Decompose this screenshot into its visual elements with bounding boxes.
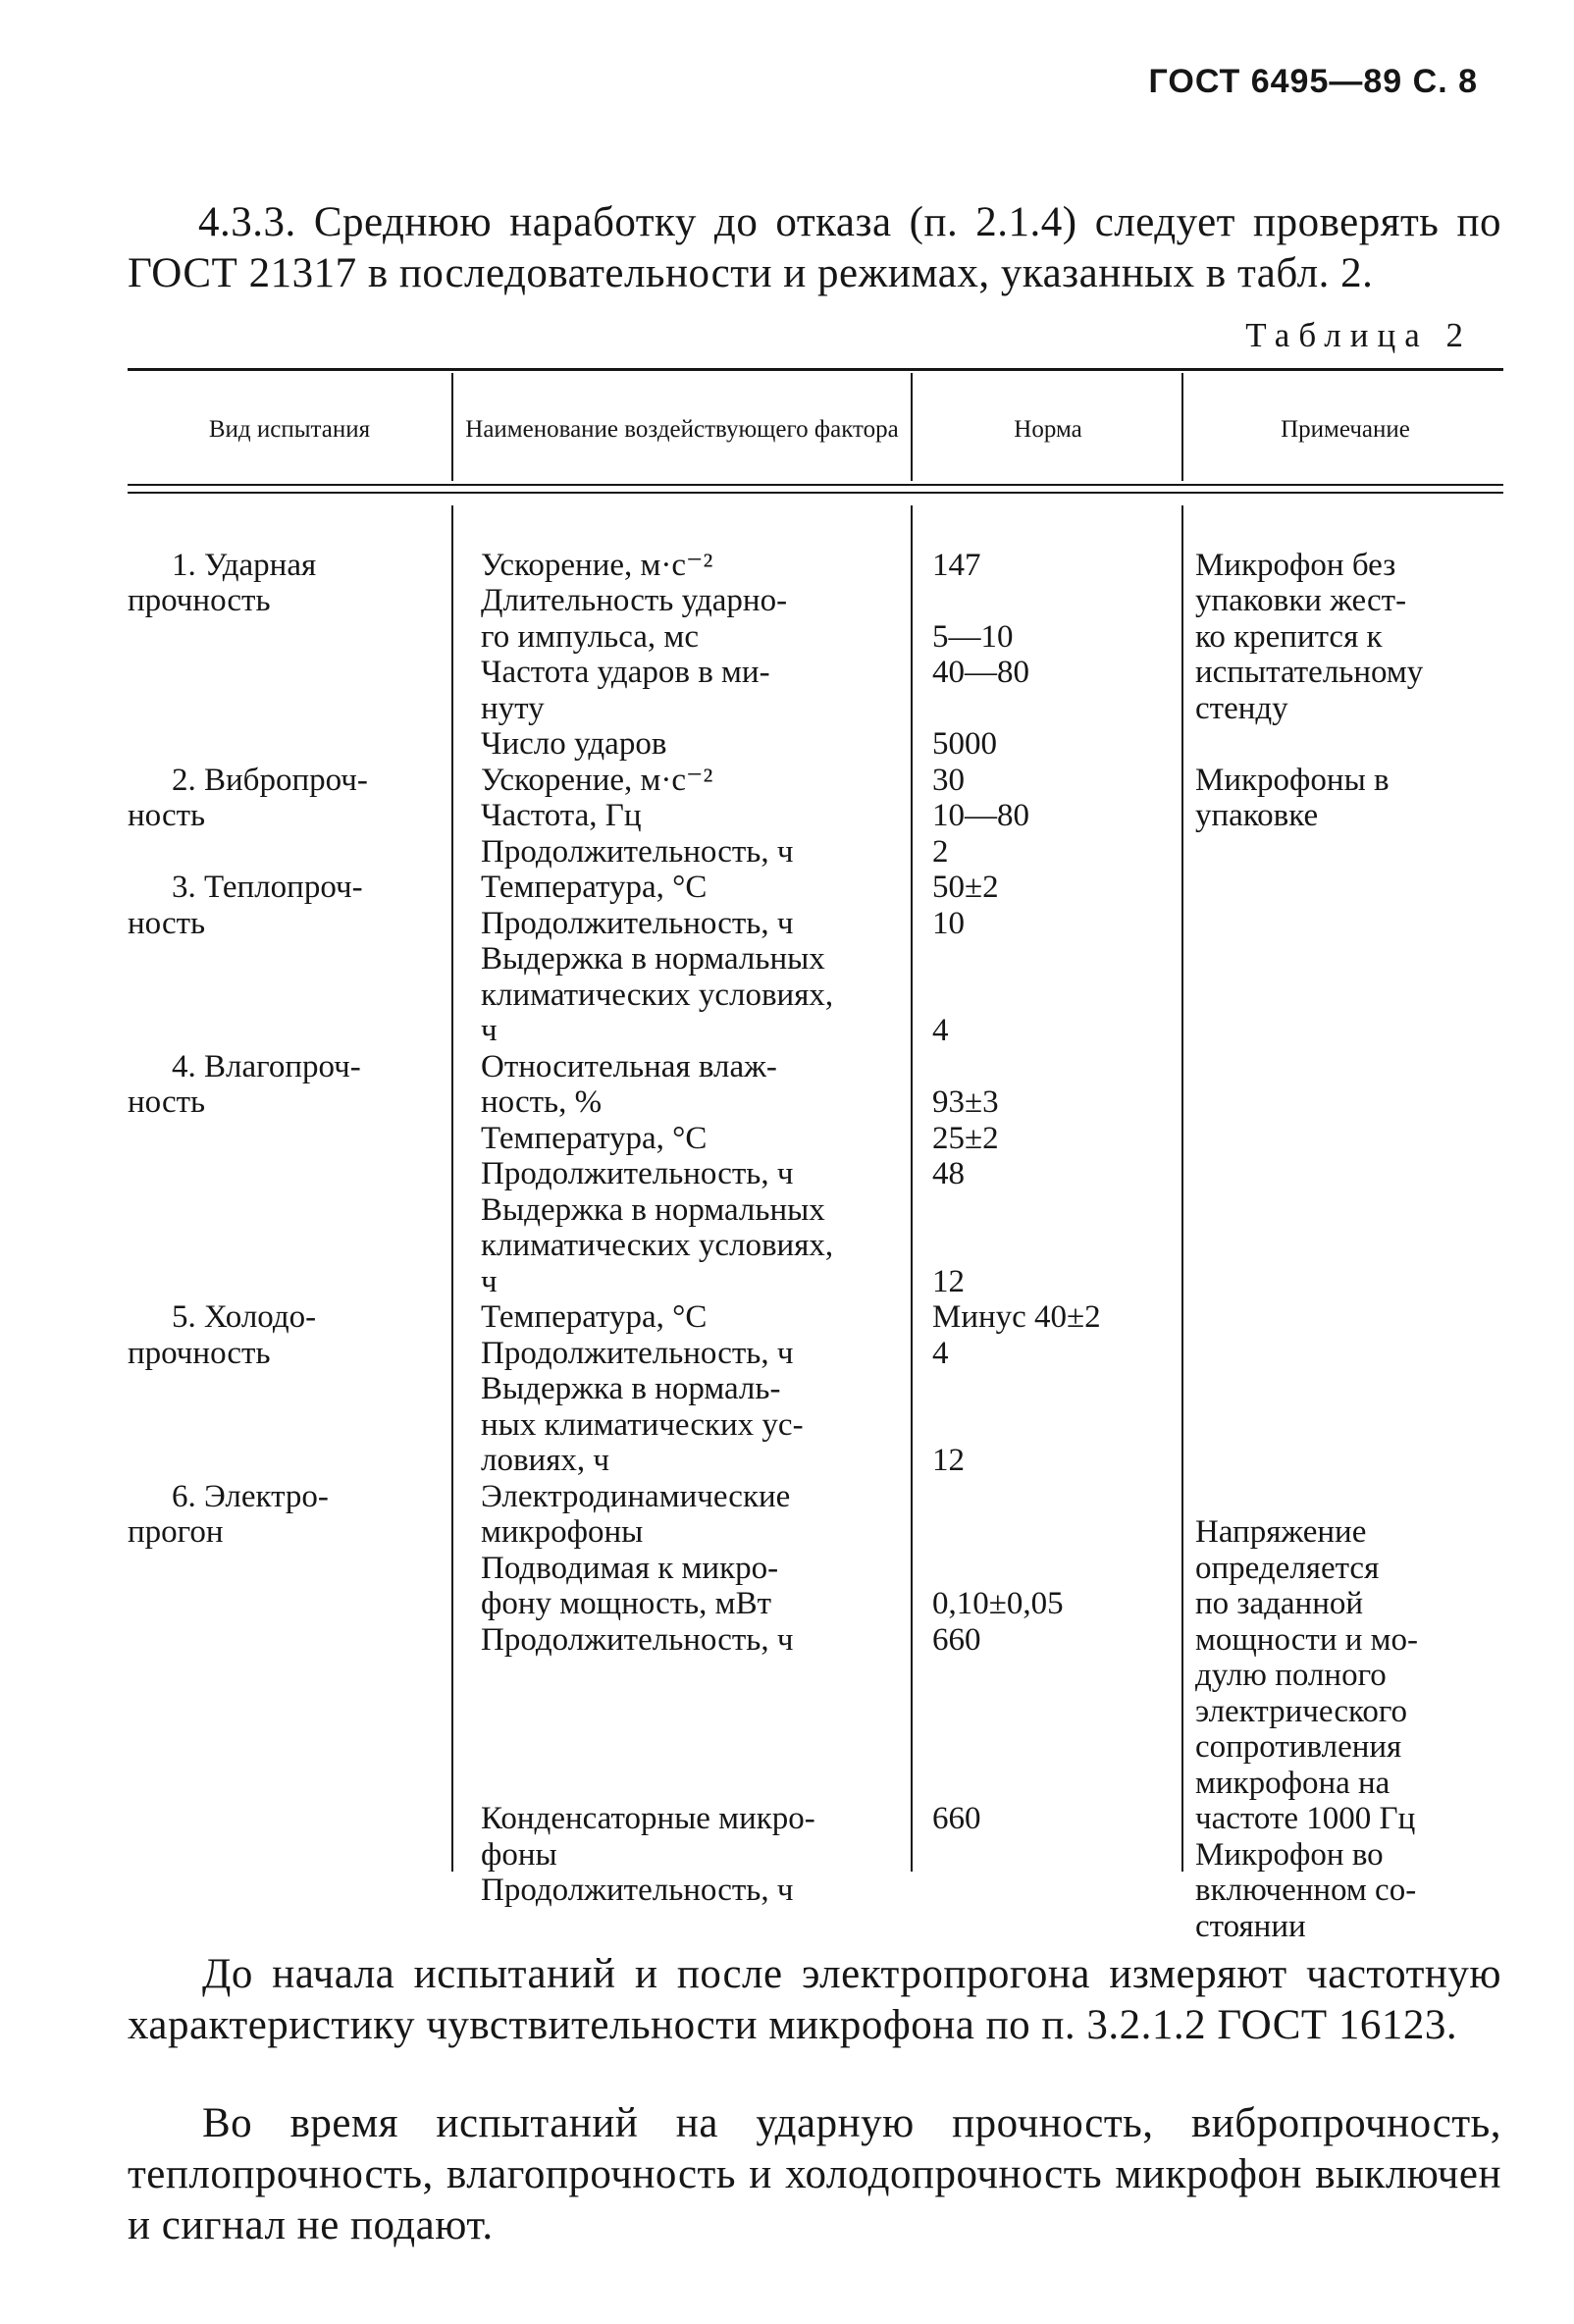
table-cell-line: Частота ударов в ми- <box>481 655 770 690</box>
table-column-factor <box>481 511 901 1909</box>
table-cell-line: 93±3 <box>932 1084 999 1120</box>
table-cell-line: Микрофоны в <box>1195 762 1390 798</box>
table-cell-line <box>128 1228 440 1264</box>
table-cell-line: фону мощность, мВт <box>481 1586 772 1621</box>
table-cell-line: Температура, °С <box>481 1120 708 1156</box>
table-cell-line <box>932 511 1164 548</box>
column-divider <box>911 373 913 481</box>
table-cell-line: Микрофон во <box>1195 1836 1384 1873</box>
table-cell-line: 48 <box>932 1156 965 1191</box>
table-cell-line <box>128 1443 440 1479</box>
table-cell-line <box>932 1729 1164 1766</box>
table-cell-line: включенном со- <box>1195 1873 1417 1908</box>
table-cell-line: 25±2 <box>932 1120 999 1156</box>
column-divider <box>451 505 453 1872</box>
table-cell-line: прочность <box>128 583 271 618</box>
table-cell-line: дулю полного <box>1195 1658 1387 1693</box>
table-cell-line: 6. Электро- <box>172 1478 329 1514</box>
table-cell-line <box>932 1873 1164 1909</box>
table-cell-line: Продолжительность, ч <box>481 1335 794 1371</box>
table-cell-line <box>1195 1228 1486 1264</box>
table-cell-line: упаковке <box>1195 798 1319 833</box>
table-cell-line: 10—80 <box>932 798 1029 833</box>
table-cell-line: ность <box>128 1084 206 1120</box>
table-cell-line <box>1195 941 1486 977</box>
table-cell-line <box>128 655 440 691</box>
table-cell-line: 3. Теплопроч- <box>172 870 363 905</box>
table-cell-line: Продолжительность, ч <box>481 1621 794 1658</box>
column-divider <box>451 373 453 481</box>
table-cell-line <box>128 1658 440 1694</box>
table-cell-line: Температура, °С <box>481 1299 708 1335</box>
table-cell-line <box>932 1658 1164 1694</box>
table-cell-line: 660 <box>932 1621 981 1658</box>
table-cell-line: Микрофон без <box>1195 547 1396 583</box>
table-cell-line: стенду <box>1195 690 1288 726</box>
table-cell-line <box>1195 870 1486 906</box>
table-cell-line: Продолжительность, ч <box>481 1156 794 1191</box>
paragraph-after-table-2: Во время испытаний на ударную прочность, вибропрочность, теплопрочность, влагопрочность и холодопрочность микрофон выключен и сигнал не подают. <box>128 2100 1501 2248</box>
page-header: ГОСТ 6495—89 С. 8 <box>1148 63 1478 100</box>
table-cell-line: упаковки жест- <box>1195 583 1407 618</box>
table-cell-line <box>932 1514 1164 1551</box>
table-cell-line <box>932 977 1164 1014</box>
table-cell-line <box>1195 1407 1486 1444</box>
table-cell-line <box>1195 1336 1486 1372</box>
table-cell-line: ность <box>128 798 206 833</box>
table-cell-line <box>932 1551 1164 1587</box>
table-cell-line: Подводимая к микро- <box>481 1550 779 1586</box>
table-cell-line: 4. Влагопроч- <box>172 1048 361 1084</box>
table-cell-line: ко крепится к <box>1195 618 1383 655</box>
paragraph-after-table-1: До начала испытаний и после электропрогона измеряют частотную характеристику чувствительности микрофона по п. 3.2.1.2 ГОСТ 16123. <box>128 1951 1501 2048</box>
table-cell-line <box>932 1837 1164 1874</box>
table-cell-line <box>128 1551 440 1587</box>
table-cell-line <box>128 691 440 727</box>
table-cell-line <box>932 1192 1164 1229</box>
table-cell-line <box>1195 1299 1486 1336</box>
table-cell-line: микрофона на <box>1195 1765 1390 1801</box>
table-cell-line <box>128 1622 440 1659</box>
table-cell-line: Продолжительность, ч <box>481 905 794 941</box>
table-cell-line: 12 <box>932 1263 965 1299</box>
table-cell-line <box>1195 726 1486 763</box>
table-cell-line: 2. Вибропроч- <box>172 762 368 798</box>
table-cell-line: Длительность ударно- <box>481 583 788 618</box>
table-cell-line: нуту <box>481 690 545 726</box>
section-paragraph-4-3-3: 4.3.3. Среднюю наработку до отказа (п. 2.1.4) следует проверять по ГОСТ 21317 в последовательности и режимах, указанных в табл. 2. <box>128 199 1501 296</box>
table-cell-line: частоте 1000 Гц <box>1195 1801 1416 1836</box>
table-cell-line <box>128 1264 440 1300</box>
table-cell-line: ность <box>128 905 206 941</box>
table-cell-line <box>128 1586 440 1622</box>
table-cell-line: Температура, °С <box>481 870 708 905</box>
table-cell-line: климатических условиях, <box>481 977 834 1013</box>
table-cell-line <box>932 691 1164 727</box>
table-cell-line: Минус 40±2 <box>932 1299 1101 1335</box>
table-cell-line <box>1195 1013 1486 1049</box>
table-cell-line <box>128 1407 440 1444</box>
table-cell-line <box>932 1407 1164 1444</box>
table-cell-line: Ускорение, м·с⁻² <box>481 762 713 798</box>
table-cell-line: 4 <box>932 1335 949 1371</box>
table-cell-line <box>932 583 1164 619</box>
table-cell-line <box>128 1766 440 1802</box>
table-cell-line: 0,10±0,05 <box>932 1586 1064 1621</box>
table-cell-line <box>128 726 440 763</box>
table-cell-line <box>128 834 440 871</box>
table-cell-line <box>1195 1156 1486 1192</box>
table-cell-line: климатических условиях, <box>481 1228 834 1263</box>
table-cell-line <box>128 1121 440 1157</box>
table-cell-line: 30 <box>932 762 965 798</box>
table-cell-line: 147 <box>932 547 981 583</box>
table-column-norm <box>932 511 1164 1909</box>
table-cell-line: ловиях, ч <box>481 1443 609 1478</box>
table-cell-line: 40—80 <box>932 655 1029 690</box>
table-cell-line: Напряжение <box>1195 1514 1367 1550</box>
table-cell-line <box>128 1371 440 1407</box>
table-cell-line <box>932 1479 1164 1515</box>
table-cell-line: Относительная влаж- <box>481 1048 777 1084</box>
table-top-rule <box>128 368 1503 371</box>
table-cell-line <box>932 1766 1164 1802</box>
table-cell-line: электрического <box>1195 1693 1408 1729</box>
table-cell-line <box>1195 1371 1486 1407</box>
table-cell-line <box>128 1013 440 1049</box>
table-cell-line: Выдержка в нормальных <box>481 941 825 977</box>
table-cell-line <box>128 1156 440 1192</box>
table-cell-line <box>128 1801 440 1837</box>
table-cell-line: 5000 <box>932 726 997 762</box>
table-cell-line <box>932 1694 1164 1730</box>
table-cell-line: мощности и мо- <box>1195 1621 1419 1658</box>
table-cell-line: 1. Ударная <box>172 547 317 583</box>
table-cell-line: ч <box>481 1263 498 1299</box>
table-cell-line: Электродинамические <box>481 1478 791 1514</box>
table-cell-line <box>1195 1192 1486 1229</box>
table-cell-line: Ускорение, м·с⁻² <box>481 547 713 583</box>
table-cell-line: фоны <box>481 1836 557 1873</box>
table-cell-line <box>932 1049 1164 1085</box>
table-cell-line <box>481 1766 901 1802</box>
table-cell-line: Продолжительность, ч <box>481 833 794 870</box>
table-cell-line: Продолжительность, ч <box>481 1873 794 1908</box>
table-cell-line: 12 <box>932 1443 965 1478</box>
table-cell-line: 4 <box>932 1013 949 1048</box>
table-cell-line <box>128 511 440 548</box>
table-cell-line: Выдержка в нормаль- <box>481 1371 781 1406</box>
table-cell-line: Число ударов <box>481 726 667 762</box>
table-caption: Таблица 2 <box>1245 316 1472 354</box>
table-cell-line <box>128 1837 440 1874</box>
table-cell-line <box>932 941 1164 977</box>
table-column-type <box>128 511 440 1909</box>
table-cell-line: 5. Холодо- <box>172 1299 317 1335</box>
table-cell-line <box>1195 834 1486 871</box>
table-cell-line <box>1195 511 1486 548</box>
table-cell-line: 5—10 <box>932 618 1014 655</box>
table-cell-line: ность, % <box>481 1084 603 1120</box>
table-cell-line <box>1195 1443 1486 1479</box>
table-cell-line: Частота, Гц <box>481 798 642 833</box>
table-header-factor: Наименование воздействующего фактора <box>465 416 899 443</box>
table-cell-line <box>1195 1084 1486 1121</box>
table-cell-line <box>1195 906 1486 942</box>
table-header-note: Примечание <box>1281 416 1410 443</box>
table-cell-line: прогон <box>128 1514 224 1550</box>
table-cell-line <box>481 1694 901 1730</box>
table-header-norm: Норма <box>1014 416 1082 443</box>
table-cell-line <box>932 1228 1164 1264</box>
table-cell-line: стоянии <box>1195 1908 1306 1944</box>
table-cell-line <box>128 1729 440 1766</box>
table-cell-line <box>128 1192 440 1229</box>
table-cell-line <box>481 1729 901 1766</box>
column-divider <box>911 505 913 1872</box>
table-cell-line: 2 <box>932 833 949 870</box>
table-column-note <box>1195 511 1486 1944</box>
table-cell-line: го импульса, мс <box>481 618 699 655</box>
table-cell-line <box>128 1873 440 1909</box>
table-cell-line <box>128 941 440 977</box>
table-cell-line <box>128 619 440 656</box>
table-cell-line: микрофоны <box>481 1514 644 1550</box>
table-cell-line: ч <box>481 1013 498 1048</box>
column-divider <box>1181 373 1183 481</box>
table-cell-line <box>1195 1121 1486 1157</box>
table-cell-line <box>1195 1479 1486 1515</box>
table-cell-line: Выдержка в нормальных <box>481 1191 825 1228</box>
table-cell-line <box>481 1658 901 1694</box>
table-cell-line: 10 <box>932 905 965 941</box>
table-cell-line <box>1195 1049 1486 1085</box>
table-cell-line: по заданной <box>1195 1586 1364 1621</box>
table-header-type: Вид испытания <box>208 416 371 443</box>
table-cell-line: 660 <box>932 1801 981 1836</box>
table-cell-line: прочность <box>128 1335 271 1371</box>
column-divider <box>1181 505 1183 1872</box>
table-header-rule-double <box>128 492 1503 494</box>
table-cell-line <box>1195 1264 1486 1300</box>
table-cell-line <box>932 1371 1164 1407</box>
table-cell-line <box>128 1694 440 1730</box>
table-cell-line: 50±2 <box>932 870 999 905</box>
table-cell-line: Конденсаторные микро- <box>481 1801 815 1836</box>
table-cell-line: сопротивления <box>1195 1729 1402 1765</box>
table-cell-line: ных климатических ус- <box>481 1406 804 1443</box>
table-cell-line: испытательному <box>1195 655 1424 690</box>
table-cell-line: определяется <box>1195 1550 1380 1586</box>
table-cell-line <box>481 511 901 548</box>
table-cell-line <box>128 977 440 1014</box>
table-cell-line <box>1195 977 1486 1014</box>
